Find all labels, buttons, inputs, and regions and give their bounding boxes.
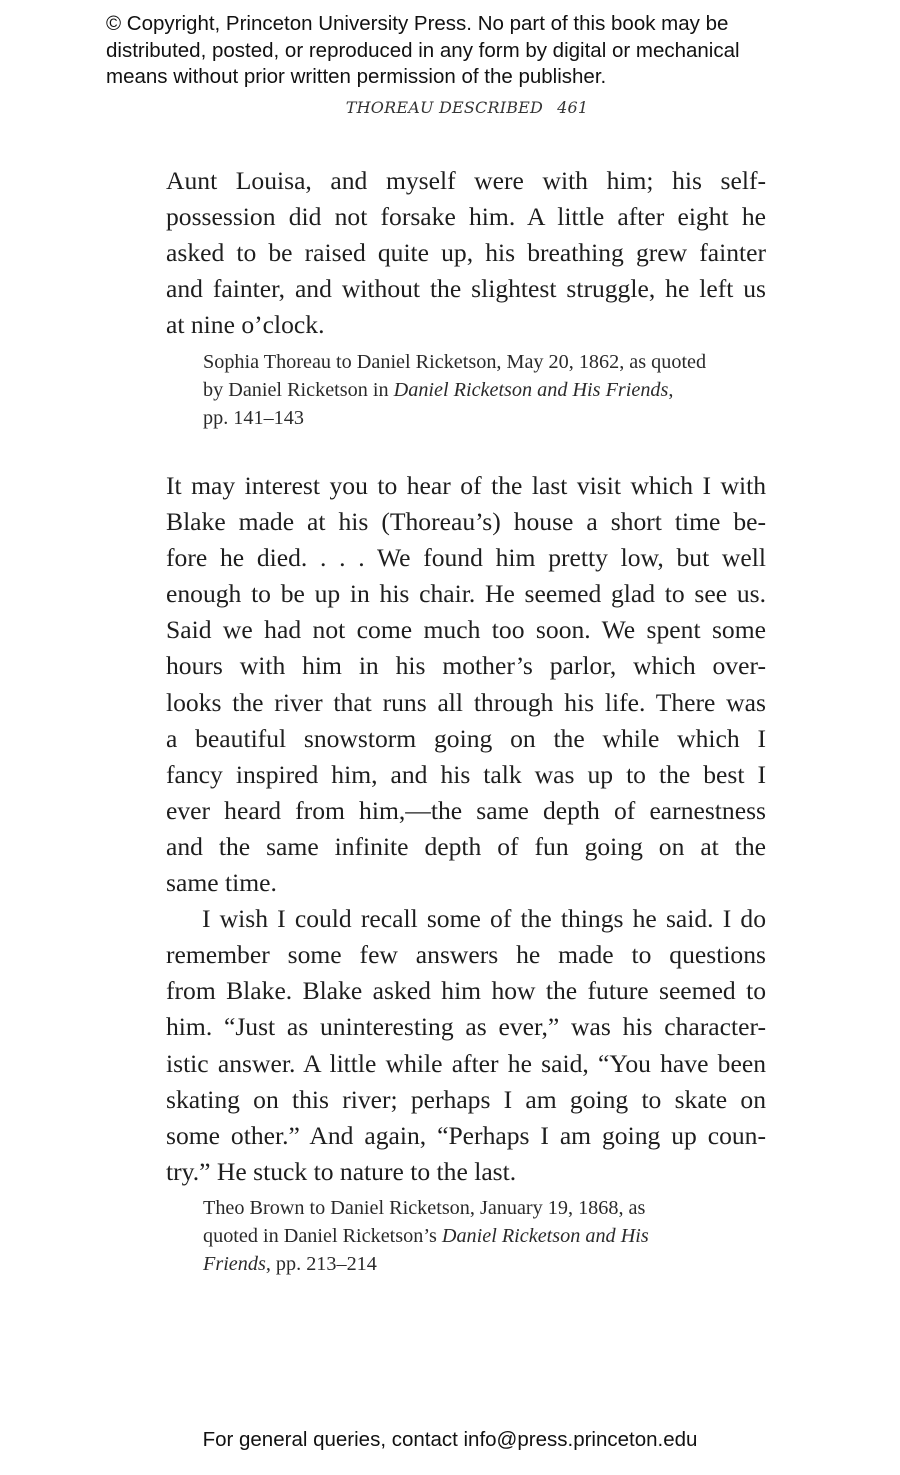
source-line: Theo Brown to Daniel Ricketson, January 19, 1868, as <box>203 1197 646 1219</box>
quote-line: asked to be raised quite up, his breathing grew fainter <box>166 238 766 268</box>
quote-line: a beautiful snowstorm going on the while which I <box>166 723 766 753</box>
source-line: pp. 141–143 <box>203 407 304 429</box>
quote-line: some other.” And again, “Perhaps I am going up coun- <box>166 1120 766 1150</box>
book-title: Friends <box>203 1253 266 1275</box>
quote-line: try.” He stuck to nature to the last. <box>166 1156 517 1186</box>
quote-line: remember some few answers he made to questions <box>166 940 766 970</box>
copyright-line: distributed, posted, or reproduced in any form by digital or mechanical <box>106 38 740 62</box>
source-text: , <box>668 379 674 401</box>
source-citation-theo-brown <box>203 1194 763 1278</box>
quote-line: same time. <box>166 868 277 898</box>
running-head-title: THOREAU DESCRIBED <box>345 98 544 117</box>
footer-contact: For general queries, contact info@press.princeton.edu <box>202 1428 698 1451</box>
source-text: , pp. 213–214 <box>265 1253 377 1275</box>
quote-line: enough to be up in his chair. He seemed glad to see us. <box>166 579 766 609</box>
quote-line: Aunt Louisa, and myself were with him; his self- <box>166 166 766 195</box>
quote-line: possession did not forsake him. A little after eight he <box>166 202 766 232</box>
quote-line: skating on this river; perhaps I am going to skate on <box>166 1084 766 1114</box>
quote-line: It may interest you to hear of the last visit which I with <box>166 471 766 500</box>
source-text: quoted in Daniel Ricketson’s <box>203 1225 442 1247</box>
book-title: Daniel Ricketson and His Friends <box>393 379 669 401</box>
quote-line: him. “Just as uninteresting as ever,” was his character- <box>166 1012 766 1042</box>
page-number: 461 <box>557 98 589 117</box>
running-head <box>0 98 900 117</box>
source-line <box>203 376 763 404</box>
copyright-line: means without prior written permission of the publisher. <box>106 65 607 88</box>
quote-line: hours with him in his mother’s parlor, which over- <box>166 651 766 681</box>
quote-line: Said we had not come much too soon. We spent some <box>166 615 766 645</box>
source-line: Sophia Thoreau to Daniel Ricketson, May 20, 1862, as quoted <box>203 351 707 373</box>
copyright-notice <box>106 11 886 91</box>
quote-line: looks the river that runs all through his life. There was <box>166 687 766 717</box>
source-citation-sophia <box>203 348 763 432</box>
quote-line: fancy inspired him, and his talk was up to the best I <box>166 759 766 789</box>
quote-line: istic answer. A little while after he said, “You have been <box>166 1048 766 1078</box>
source-line <box>203 1222 763 1250</box>
quote-block-theo-brown <box>166 468 766 1190</box>
quote-line: Blake made at his (Thoreau’s) house a short time be- <box>166 507 766 537</box>
quote-line: and the same infinite depth of fun going on at the <box>166 831 766 861</box>
book-title: Daniel Ricketson and His <box>441 1225 649 1247</box>
copyright-line: © Copyright, Princeton University Press. No part of this book may be <box>106 12 729 35</box>
quote-line: from Blake. Blake asked him how the future seemed to <box>166 976 766 1006</box>
source-line <box>203 1250 763 1278</box>
quote-line: and fainter, and without the slightest struggle, he left us <box>166 274 766 304</box>
quote-block-sophia <box>166 163 766 343</box>
quote-line: ever heard from him,—the same depth of earnestness <box>166 795 766 825</box>
source-text: by Daniel Ricketson in <box>203 379 394 401</box>
quote-line: I wish I could recall some of the things he said. I do <box>202 904 766 934</box>
quote-line: at nine o’clock. <box>166 310 325 340</box>
quote-line: fore he died. . . . We found him pretty low, but well <box>166 543 766 573</box>
